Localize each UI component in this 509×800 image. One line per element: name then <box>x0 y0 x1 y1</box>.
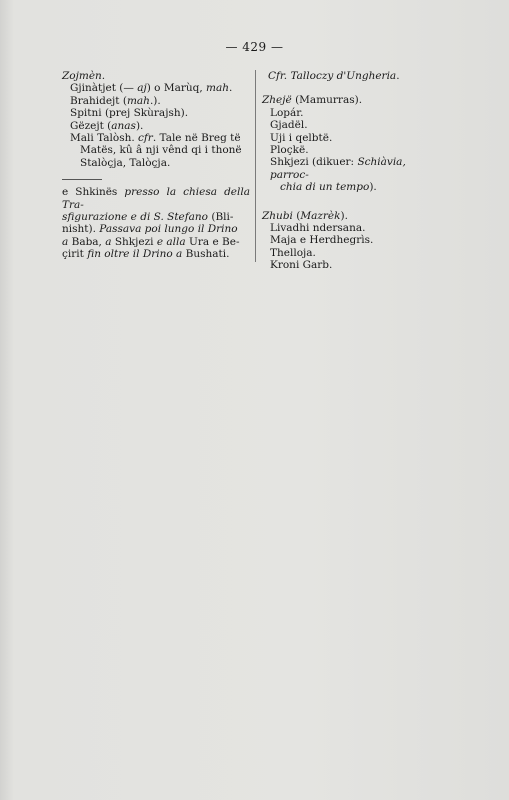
text-run: (Mamurras). <box>291 94 363 107</box>
text-run: Shkjezi (dikuer: <box>270 156 358 169</box>
text-run: sfigurazione e di S. Stefano <box>62 211 209 224</box>
text-run: Gëzejt ( <box>70 119 112 132</box>
right-sections <box>262 82 444 271</box>
note-line <box>62 223 250 235</box>
list-item <box>70 120 250 132</box>
list-item <box>70 82 250 94</box>
text-run: . Tale në Breg të <box>152 132 241 145</box>
text-run: ( <box>292 209 301 222</box>
text-run: Shkjezi <box>111 235 157 248</box>
list-item <box>70 144 250 156</box>
list-item <box>270 234 444 246</box>
text-run: Bushati. <box>182 248 230 261</box>
text-run: Kroni Garb. <box>270 259 333 272</box>
text-run: cfr <box>138 132 153 145</box>
text-run: Mali Talòsh. <box>70 132 139 145</box>
note-line <box>62 248 250 260</box>
page-number: — 429 — <box>225 40 284 54</box>
note-line <box>62 236 250 248</box>
list-item <box>270 144 444 156</box>
text-run: ) o Marùq, <box>146 82 207 95</box>
list-item <box>270 222 444 234</box>
text-run: Stalòçja, Talòçja. <box>80 156 171 169</box>
text-run: Schiàvia, parroc- <box>270 156 406 181</box>
text-run: . <box>396 70 400 82</box>
left-place-list <box>62 82 250 169</box>
text-run: Baba, <box>68 235 106 248</box>
text-run: chia di un tempo <box>280 181 370 194</box>
text-run: Ura e Be- <box>185 235 240 248</box>
left-heading: Zojmèn. <box>62 70 106 82</box>
text-run: ). <box>135 119 144 132</box>
text-run: e Shkinës <box>62 186 125 199</box>
list-item <box>70 95 250 107</box>
text-run: aj <box>137 82 147 95</box>
text-run: mah <box>126 94 150 107</box>
text-run: Spitni (prej Skùrajsh). <box>70 107 189 120</box>
list-item <box>270 132 444 144</box>
text-run: Livadhi ndersana. <box>270 222 366 235</box>
section-heading <box>262 210 444 222</box>
list-item <box>270 107 444 119</box>
text-run: Thelloja. <box>270 246 316 259</box>
text-run: Matës, kû â nji vênd qi i thonë <box>80 144 242 157</box>
footnote-rule <box>62 179 102 180</box>
list-item <box>270 156 444 181</box>
text-run: Gjinàtjet (— <box>70 82 138 95</box>
text-run: mah <box>206 82 230 95</box>
left-note <box>62 186 250 260</box>
text-run: .). <box>149 94 161 107</box>
section-gap <box>262 194 444 210</box>
text-run: çirit <box>62 248 88 261</box>
text-run: Zhejë <box>262 94 292 107</box>
text-run: Brahidejt ( <box>70 94 127 107</box>
list-item <box>270 119 444 131</box>
text-run: Gjadël. <box>270 119 308 132</box>
text-run: Ploçkë. <box>270 144 309 157</box>
list-item <box>270 259 444 271</box>
text-run: Cfr. Talloczy d'Ungheria <box>268 70 397 82</box>
section-gap <box>262 82 444 94</box>
note-line <box>62 211 250 223</box>
right-reference <box>262 70 444 82</box>
text-run: . <box>229 82 233 95</box>
section-heading <box>262 94 444 106</box>
list-item <box>270 247 444 259</box>
text-run: Mazrèk <box>300 209 341 222</box>
text-run: fin oltre il Drino a <box>87 248 183 261</box>
text-run: Maja e Herdhegrìs. <box>270 234 374 247</box>
text-run: Zhubi <box>262 209 293 222</box>
text-run: Lopár. <box>270 106 304 119</box>
text-run: Uji i qelbtë. <box>270 131 333 144</box>
text-run: presso la chiesa della Tra- <box>62 186 250 211</box>
list-item <box>270 181 444 193</box>
note-line <box>62 186 250 211</box>
text-run: Passava poi lungo il Drino <box>99 223 238 236</box>
text-run: a <box>62 235 69 248</box>
text-run: nisht). <box>62 223 100 236</box>
text-run: ). <box>340 209 348 222</box>
text-run: anas <box>111 119 136 132</box>
column-divider <box>255 70 256 262</box>
text-run: ). <box>369 181 377 194</box>
list-item <box>70 107 250 119</box>
text-run: e alla <box>156 235 186 248</box>
list-item <box>70 157 250 169</box>
left-column <box>62 70 250 261</box>
right-column <box>262 70 444 272</box>
text-run: a <box>105 235 112 248</box>
list-item <box>70 132 250 144</box>
text-run: (Bli- <box>208 211 234 224</box>
